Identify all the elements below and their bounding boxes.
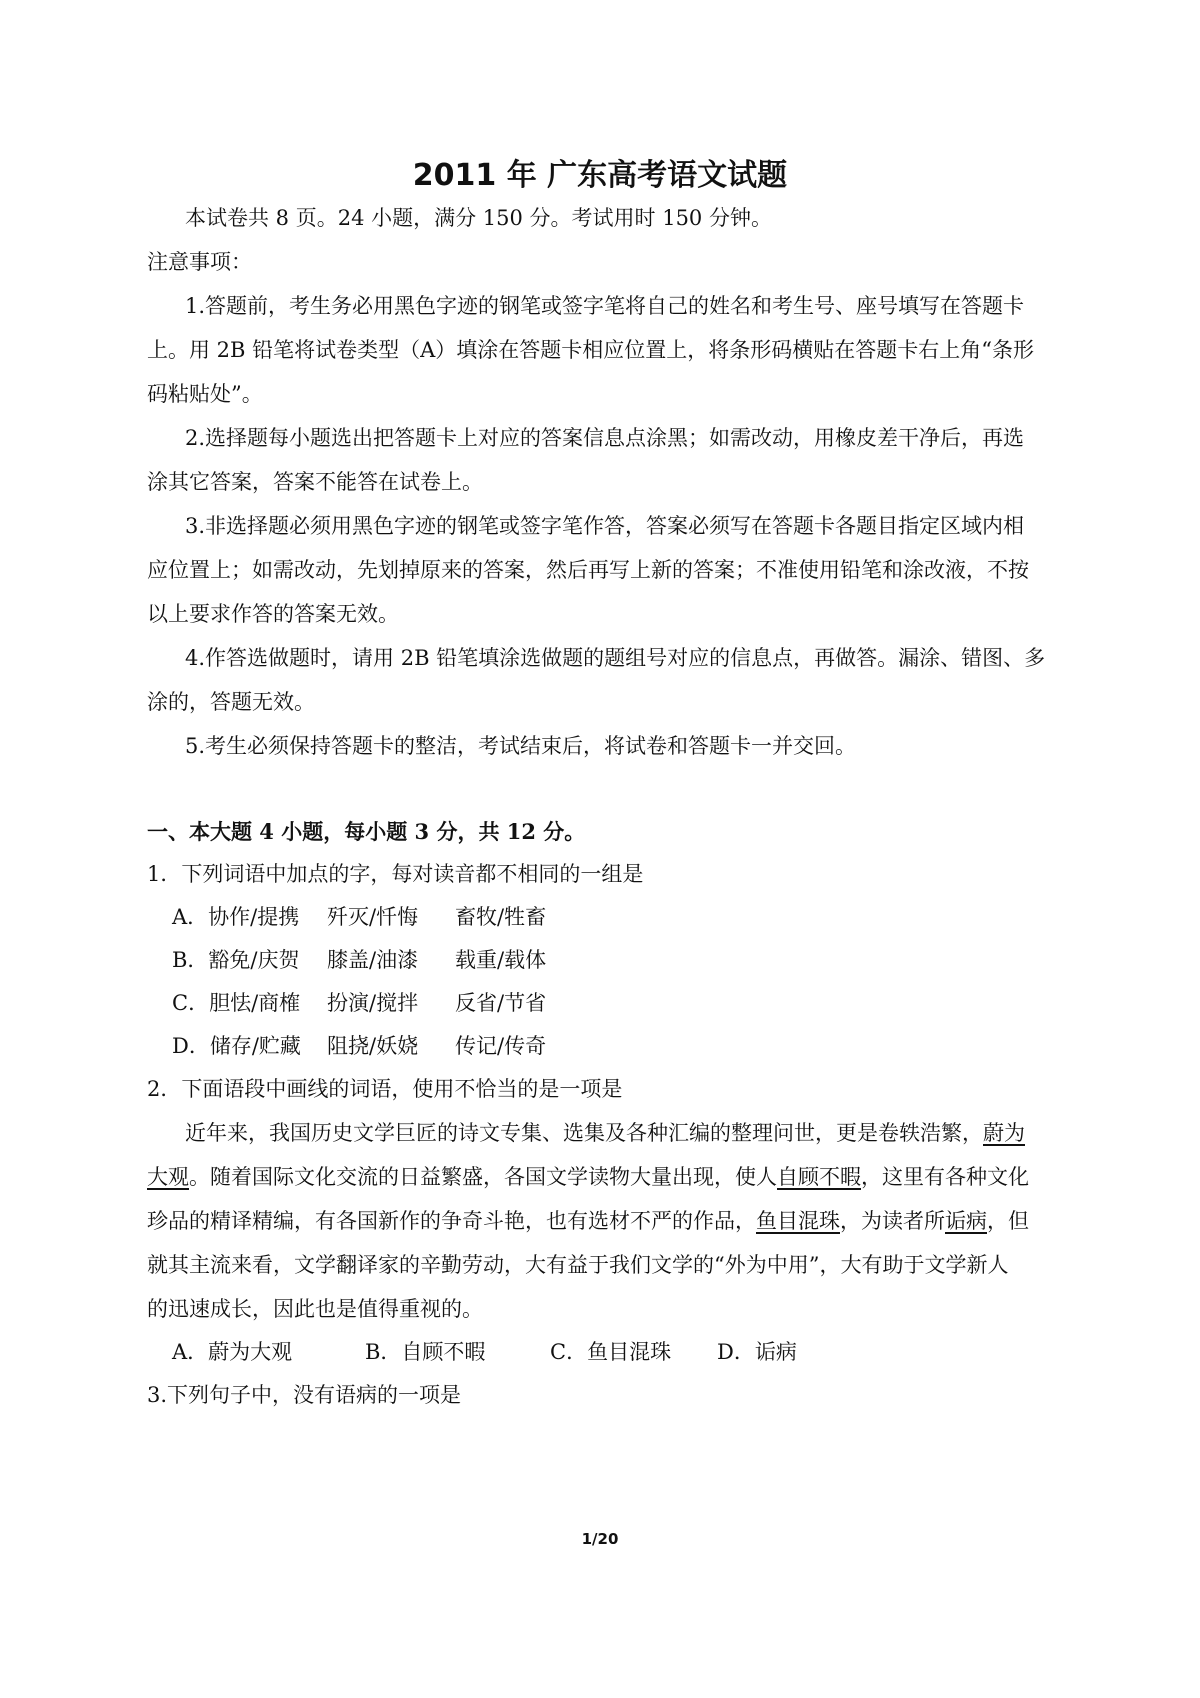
- page-title: 2011 年 广东高考语文试题: [412, 158, 788, 193]
- question-2-options: [172, 1338, 797, 1366]
- option-d-pair-3: 传记/传奇: [455, 1034, 547, 1058]
- notice-2-line-1: 2.选择题每小题选出把答题卡上对应的答案信息点涂黑；如需改动，用橡皮差干净后，再选: [185, 426, 1025, 450]
- passage-line-5: 的迅速成长，因此也是值得重视的。: [147, 1297, 483, 1321]
- notice-4-line-2: 涂的，答题无效。: [147, 690, 315, 714]
- section-1-heading: 一、本大题 4 小题，每小题 3 分，共 12 分。: [147, 819, 586, 844]
- option-d-pair-2: 阻挠/妖娆: [327, 1034, 419, 1058]
- option-b-pair-2: 膝盖/油漆: [327, 948, 419, 972]
- question-2-option-c: C．鱼目混珠: [550, 1340, 672, 1364]
- passage-text: 。随着国际文化交流的日益繁盛，各国文学读物大量出现，使人: [189, 1165, 777, 1189]
- question-2-stem: 2．下面语段中画线的词语，使用不恰当的是一项是: [147, 1077, 623, 1101]
- passage-text: 珍品的精译精编，有各国新作的争奇斗艳，也有选材不严的作品，: [147, 1209, 756, 1233]
- question-1-option-a: [172, 903, 546, 931]
- underlined-term: 大观: [147, 1165, 189, 1189]
- passage-text: ，但: [987, 1209, 1029, 1233]
- exam-intro: 本试卷共 8 页。24 小题，满分 150 分。考试用时 150 分钟。: [185, 206, 772, 230]
- notice-1-line-1: 1.答题前，考生务必用黑色字迹的钢笔或签字笔将自己的姓名和考生号、座号填写在答题卡: [185, 294, 1025, 318]
- option-c-pair-2: 扮演/搅拌: [327, 991, 419, 1015]
- passage-line-4: 就其主流来看，文学翻译家的辛勤劳动，大有益于我们文学的“外为中用”，大有助于文学新人: [147, 1253, 1009, 1277]
- underlined-term: 蔚为: [983, 1121, 1025, 1145]
- question-2-option-b: B．自顾不暇: [365, 1340, 486, 1364]
- underlined-term: 鱼目混珠: [756, 1209, 840, 1233]
- option-b-pair-3: 载重/载体: [455, 948, 547, 972]
- passage-text: 近年来，我国历史文学巨匠的诗文专集、选集及各种汇编的整理问世，更是卷轶浩繁，: [185, 1121, 983, 1145]
- notice-1-line-2: 上。用 2B 铅笔将试卷类型（A）填涂在答题卡相应位置上，将条形码横贴在答题卡右上角“条形: [147, 338, 1035, 362]
- notice-heading: 注意事项：: [147, 250, 252, 274]
- notice-2-line-2: 涂其它答案，答案不能答在试卷上。: [147, 470, 483, 494]
- question-3-stem: 3.下列句子中，没有语病的一项是: [147, 1383, 462, 1407]
- underlined-term: 诟病: [945, 1209, 987, 1233]
- underlined-term: 自顾不暇: [777, 1165, 861, 1189]
- passage-line-2: [147, 1163, 1029, 1191]
- option-a-pair-1: A．协作/提携: [172, 905, 300, 929]
- passage-text: ，这里有各种文化: [861, 1165, 1029, 1189]
- question-1-stem: 1．下列词语中加点的字，每对读音都不相同的一组是: [147, 862, 644, 886]
- option-d-pair-1: D．储存/贮藏: [172, 1034, 301, 1058]
- page-number: 1/20: [581, 1530, 619, 1548]
- passage-line-1: [185, 1119, 1025, 1147]
- notice-3-line-3: 以上要求作答的答案无效。: [147, 602, 399, 626]
- notice-3-line-1: 3.非选择题必须用黑色字迹的钢笔或签字笔作答，答案必须写在答题卡各题目指定区域内相: [185, 514, 1025, 538]
- question-1-option-d: [172, 1032, 546, 1060]
- option-c-pair-1: C．胆怯/商榷: [172, 991, 301, 1015]
- option-a-pair-2: 歼灭/忏悔: [327, 905, 419, 929]
- question-1-option-b: [172, 946, 546, 974]
- option-b-pair-1: B．豁免/庆贺: [172, 948, 300, 972]
- option-a-pair-3: 畜牧/牲畜: [455, 905, 547, 929]
- notice-5-line-1: 5.考生必须保持答题卡的整洁，考试结束后，将试卷和答题卡一并交回。: [185, 734, 857, 758]
- question-1-option-c: [172, 989, 546, 1017]
- notice-3-line-2: 应位置上；如需改动，先划掉原来的答案，然后再写上新的答案；不准使用铅笔和涂改液，不按: [147, 558, 1029, 582]
- notice-4-line-1: 4.作答选做题时，请用 2B 铅笔填涂选做题的题组号对应的信息点，再做答。漏涂、错图、多: [185, 646, 1046, 670]
- passage-text: ，为读者所: [840, 1209, 945, 1233]
- passage-line-3: [147, 1207, 1029, 1235]
- question-2-option-a: A．蔚为大观: [172, 1340, 293, 1364]
- question-2-option-d: D．诟病: [717, 1340, 797, 1364]
- option-c-pair-3: 反省/节省: [455, 991, 547, 1015]
- notice-1-line-3: 码粘贴处”。: [147, 382, 263, 406]
